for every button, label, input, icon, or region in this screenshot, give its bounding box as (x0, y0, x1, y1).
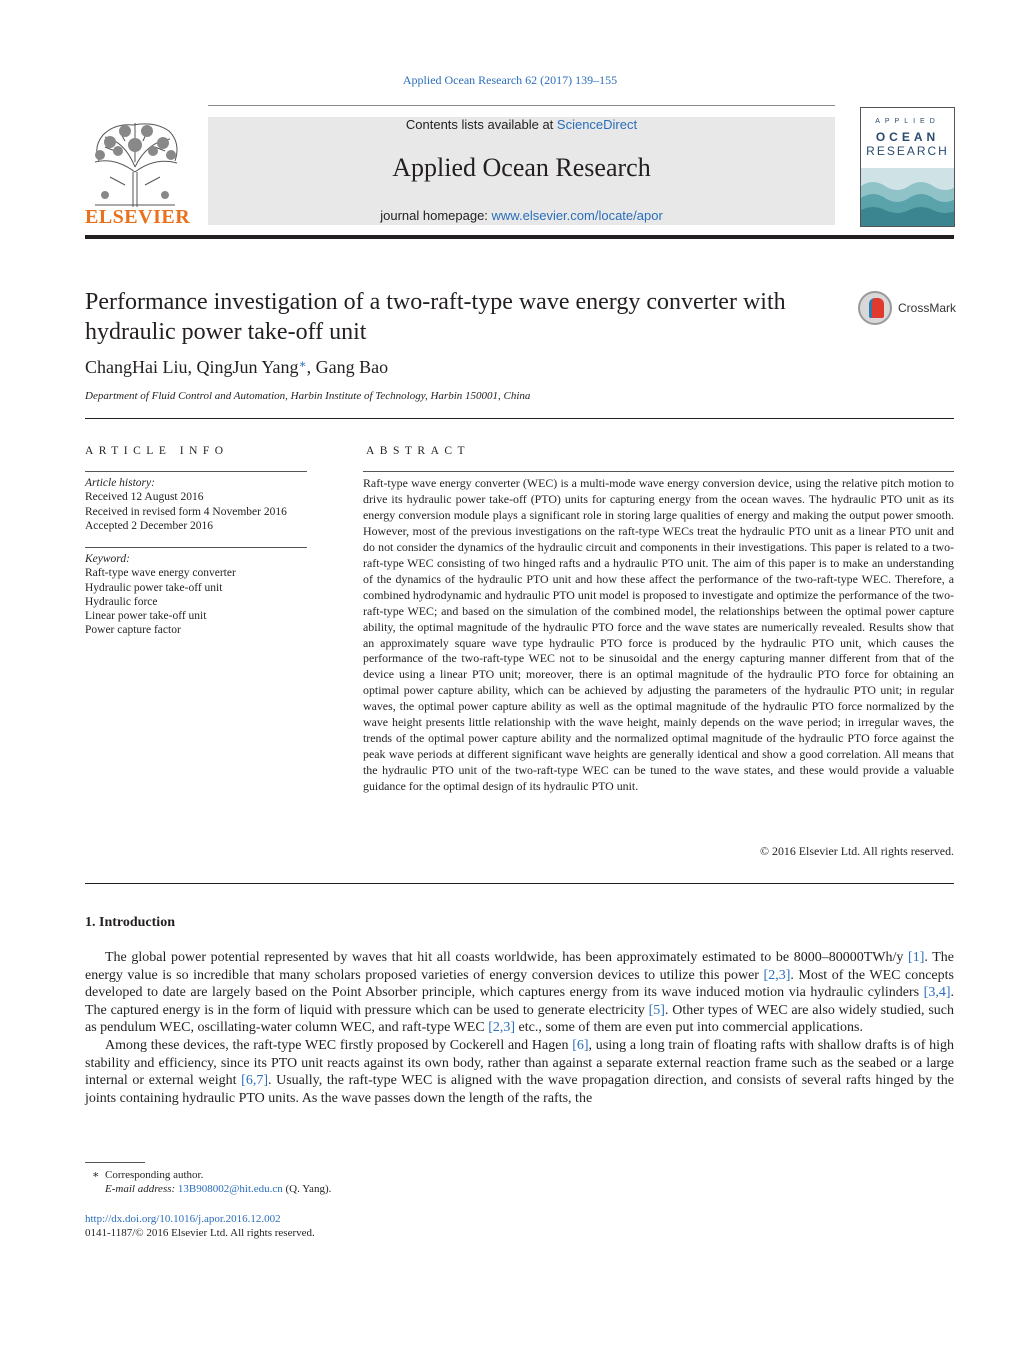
history-received: Received 12 August 2016 (85, 491, 204, 504)
cover-line-3: RESEARCH (866, 144, 949, 158)
email-note: E-mail address: 13B908002@hit.edu.cn (Q. Yang). (105, 1183, 332, 1195)
article-history (85, 476, 287, 533)
corresponding-author-note: ∗ Corresponding author. (92, 1169, 204, 1181)
article-info-heading: ARTICLE INFO (85, 445, 229, 457)
abstract-text: Raft-type wave energy converter (WEC) is a multi-mode wave energy conversion device, using the relative pitch motion to drive its hydraulic power take-off (PTO) units for capturing energy from the ocean waves. The hydraulic PTO unit as its energy conversion module plays a significant role in storing large qualities of energy and making the output power smooth. However, most of the previous investigations on the raft-type WECs treat the hydraulic PTO unit as a linear PTO unit and do not consider the dynamics of the hydraulic circuit and components in their investigations. This paper is related to a two-raft-type WEC consisting of two hinged rafts and a hydraulic PTO unit. The aim of this paper is to make an understanding of the dynamics of the hydraulic PTO unit and how these affect the performance of the two-raft-type WEC. Therefore, a combined hydrodynamic and hydraulic PTO unit model is proposed to investigate and optimize the performance of the two-raft-type WEC; and based on the simulation of the combined model, the relationships between the optimal power capture ability, the optimal magnitude of the hydraulic PTO force and the wave states are numerically revealed. Results show that an approximately square wave type hydraulic PTO force is produced by the hydraulic PTO unit, which causes the performance of the two-raft-type WEC not to be sinusoidal and the energy capturing manner different from that of the device using a linear PTO unit; moreover, there is an optimal magnitude of the hydraulic PTO force for obtaining an optimal power capture ability, which can be achieved by adjusting the parameters of the hydraulic PTO unit; in regular waves, the optimal power capture ability as well as the optimal magnitude of the hydraulic PTO force normalized by the wave height presents little relationship with the wave height, mainly depends on the wave period; in irregular waves, the trends of the optimal power capture ability and the normalized optimal magnitude of the hydraulic PTO force against the peak wave periods at different significant wave heights are generally identical and show a good correlation. All means that the hydraulic PTO unit of the two-raft-type WEC can be tuned to the wave states, and these would provide a valuable guidance for the optimal design of its hydraulic PTO unit. (363, 476, 954, 794)
reference-link[interactable]: [1] (908, 950, 925, 965)
issn-line: 0141-1187/© 2016 Elsevier Ltd. All rights reserved. (85, 1227, 315, 1239)
keyword-rule (85, 547, 307, 548)
contents-line: Contents lists available at ScienceDirect (405, 117, 638, 132)
journal-cover-image[interactable] (860, 107, 955, 227)
journal-banner (208, 117, 835, 225)
keyword-item: Hydraulic force (85, 595, 158, 608)
footnote-star: ∗ (92, 1169, 100, 1181)
keyword-list (85, 552, 236, 638)
corresponding-author-marker[interactable]: ∗ (298, 357, 307, 371)
history-label: Article history: (85, 477, 155, 489)
introduction-body (85, 949, 954, 1107)
paragraph: The global power potential represented by waves that hit all coasts worldwide, has been approximately estimated to be 8000–80000TWh/y [1]. The energy value is so incredible that many scholars proposed varieties of energy conversion devices to utilize this power [2,3]. Most of the WEC concepts developed to date are largely based on the Point Absorber principle, which captures energy from its wave induced motion via hydraulic cylinders [3,4]. The captured energy is in the form of liquid with pressure which can be used to generate electricity [5]. Other types of WEC are also widely studied, such as pendulum WEC, oscillating-water column WEC, and raft-type WEC [2,3] etc., some of them are even put into commercial applications. (85, 950, 955, 1036)
sciencedirect-link[interactable]: ScienceDirect (556, 117, 638, 132)
crossmark-label: CrossMark (898, 301, 957, 315)
homepage-link[interactable]: www.elsevier.com/locate/apor (491, 208, 663, 223)
email-link[interactable]: 13B908002@hit.edu.cn (177, 1183, 283, 1195)
reference-link[interactable]: [6] (572, 1037, 589, 1053)
history-revised: Received in revised form 4 November 2016 (85, 505, 287, 518)
author-list (85, 357, 388, 378)
crossmark-icon (858, 291, 892, 325)
affiliation: Department of Fluid Control and Automation, Harbin Institute of Technology, Harbin 150001, China (85, 390, 531, 402)
reference-link[interactable]: [2,3] (763, 967, 791, 983)
abstract-heading: ABSTRACT (366, 445, 471, 457)
keyword-item: Raft-type wave energy converter (85, 567, 236, 580)
journal-citation[interactable]: Applied Ocean Research 62 (2017) 139–155 (402, 73, 618, 87)
abstract-copyright: © 2016 Elsevier Ltd. All rights reserved. (760, 844, 954, 858)
title-block-rule (85, 418, 954, 419)
crossmark-badge[interactable] (858, 291, 958, 329)
header-thick-rule (85, 235, 954, 239)
journal-name: Applied Ocean Research (392, 153, 651, 182)
history-accepted: Accepted 2 December 2016 (85, 519, 214, 532)
section-heading-introduction: 1. Introduction (85, 915, 175, 930)
doi-link[interactable]: http://dx.doi.org/10.1016/j.apor.2016.12.002 (85, 1213, 281, 1225)
doi-line (85, 1212, 281, 1226)
paragraph: Among these devices, the raft-type WEC firstly proposed by Cockerell and Hagen [6], using a long train of floating rafts with shallow drafts is of high stability and efficiency, since its PTO unit reacts against its own body, rather than against a separate external reaction frame such as the seabed or a large internal or external weight [6,7]. Usually, the raft-type WEC is aligned with the wave propagation direction, and consists of several rafts hinged by the joints containing hydraulic PTO units. As the wave passes down the length of the rafts, the (85, 1037, 954, 1106)
elsevier-wordmark: ELSEVIER (85, 206, 191, 228)
cover-line-2: OCEAN (875, 130, 940, 144)
abstract-rule (363, 471, 954, 472)
reference-link[interactable]: [5] (648, 1002, 665, 1018)
keyword-item: Hydraulic power take-off unit (85, 581, 223, 594)
homepage-line: journal homepage: www.elsevier.com/locate/apor (380, 208, 663, 223)
article-title: Performance investigation of a two-raft-type wave energy converter with hydraulic power take-off unit (85, 289, 786, 345)
reference-link[interactable]: [6,7] (241, 1073, 268, 1089)
keyword-item: Power capture factor (85, 624, 181, 637)
cover-wave-art (861, 168, 954, 226)
keyword-item: Linear power take-off unit (85, 610, 207, 623)
reference-link[interactable]: [2,3] (488, 1020, 516, 1036)
abstract-end-rule (85, 883, 954, 884)
header-top-rule (208, 105, 835, 106)
authors-last: , Gang Bao (306, 357, 389, 377)
authors-first: ChangHai Liu, QingJun Yang (85, 357, 299, 377)
cover-line-1: APPLIED (875, 118, 940, 125)
footnote-rule (85, 1162, 145, 1163)
reference-link[interactable]: [3,4] (923, 985, 951, 1001)
keyword-label: Keyword: (85, 553, 130, 565)
article-info-rule (85, 471, 307, 472)
email-label: E-mail address: (105, 1183, 176, 1195)
